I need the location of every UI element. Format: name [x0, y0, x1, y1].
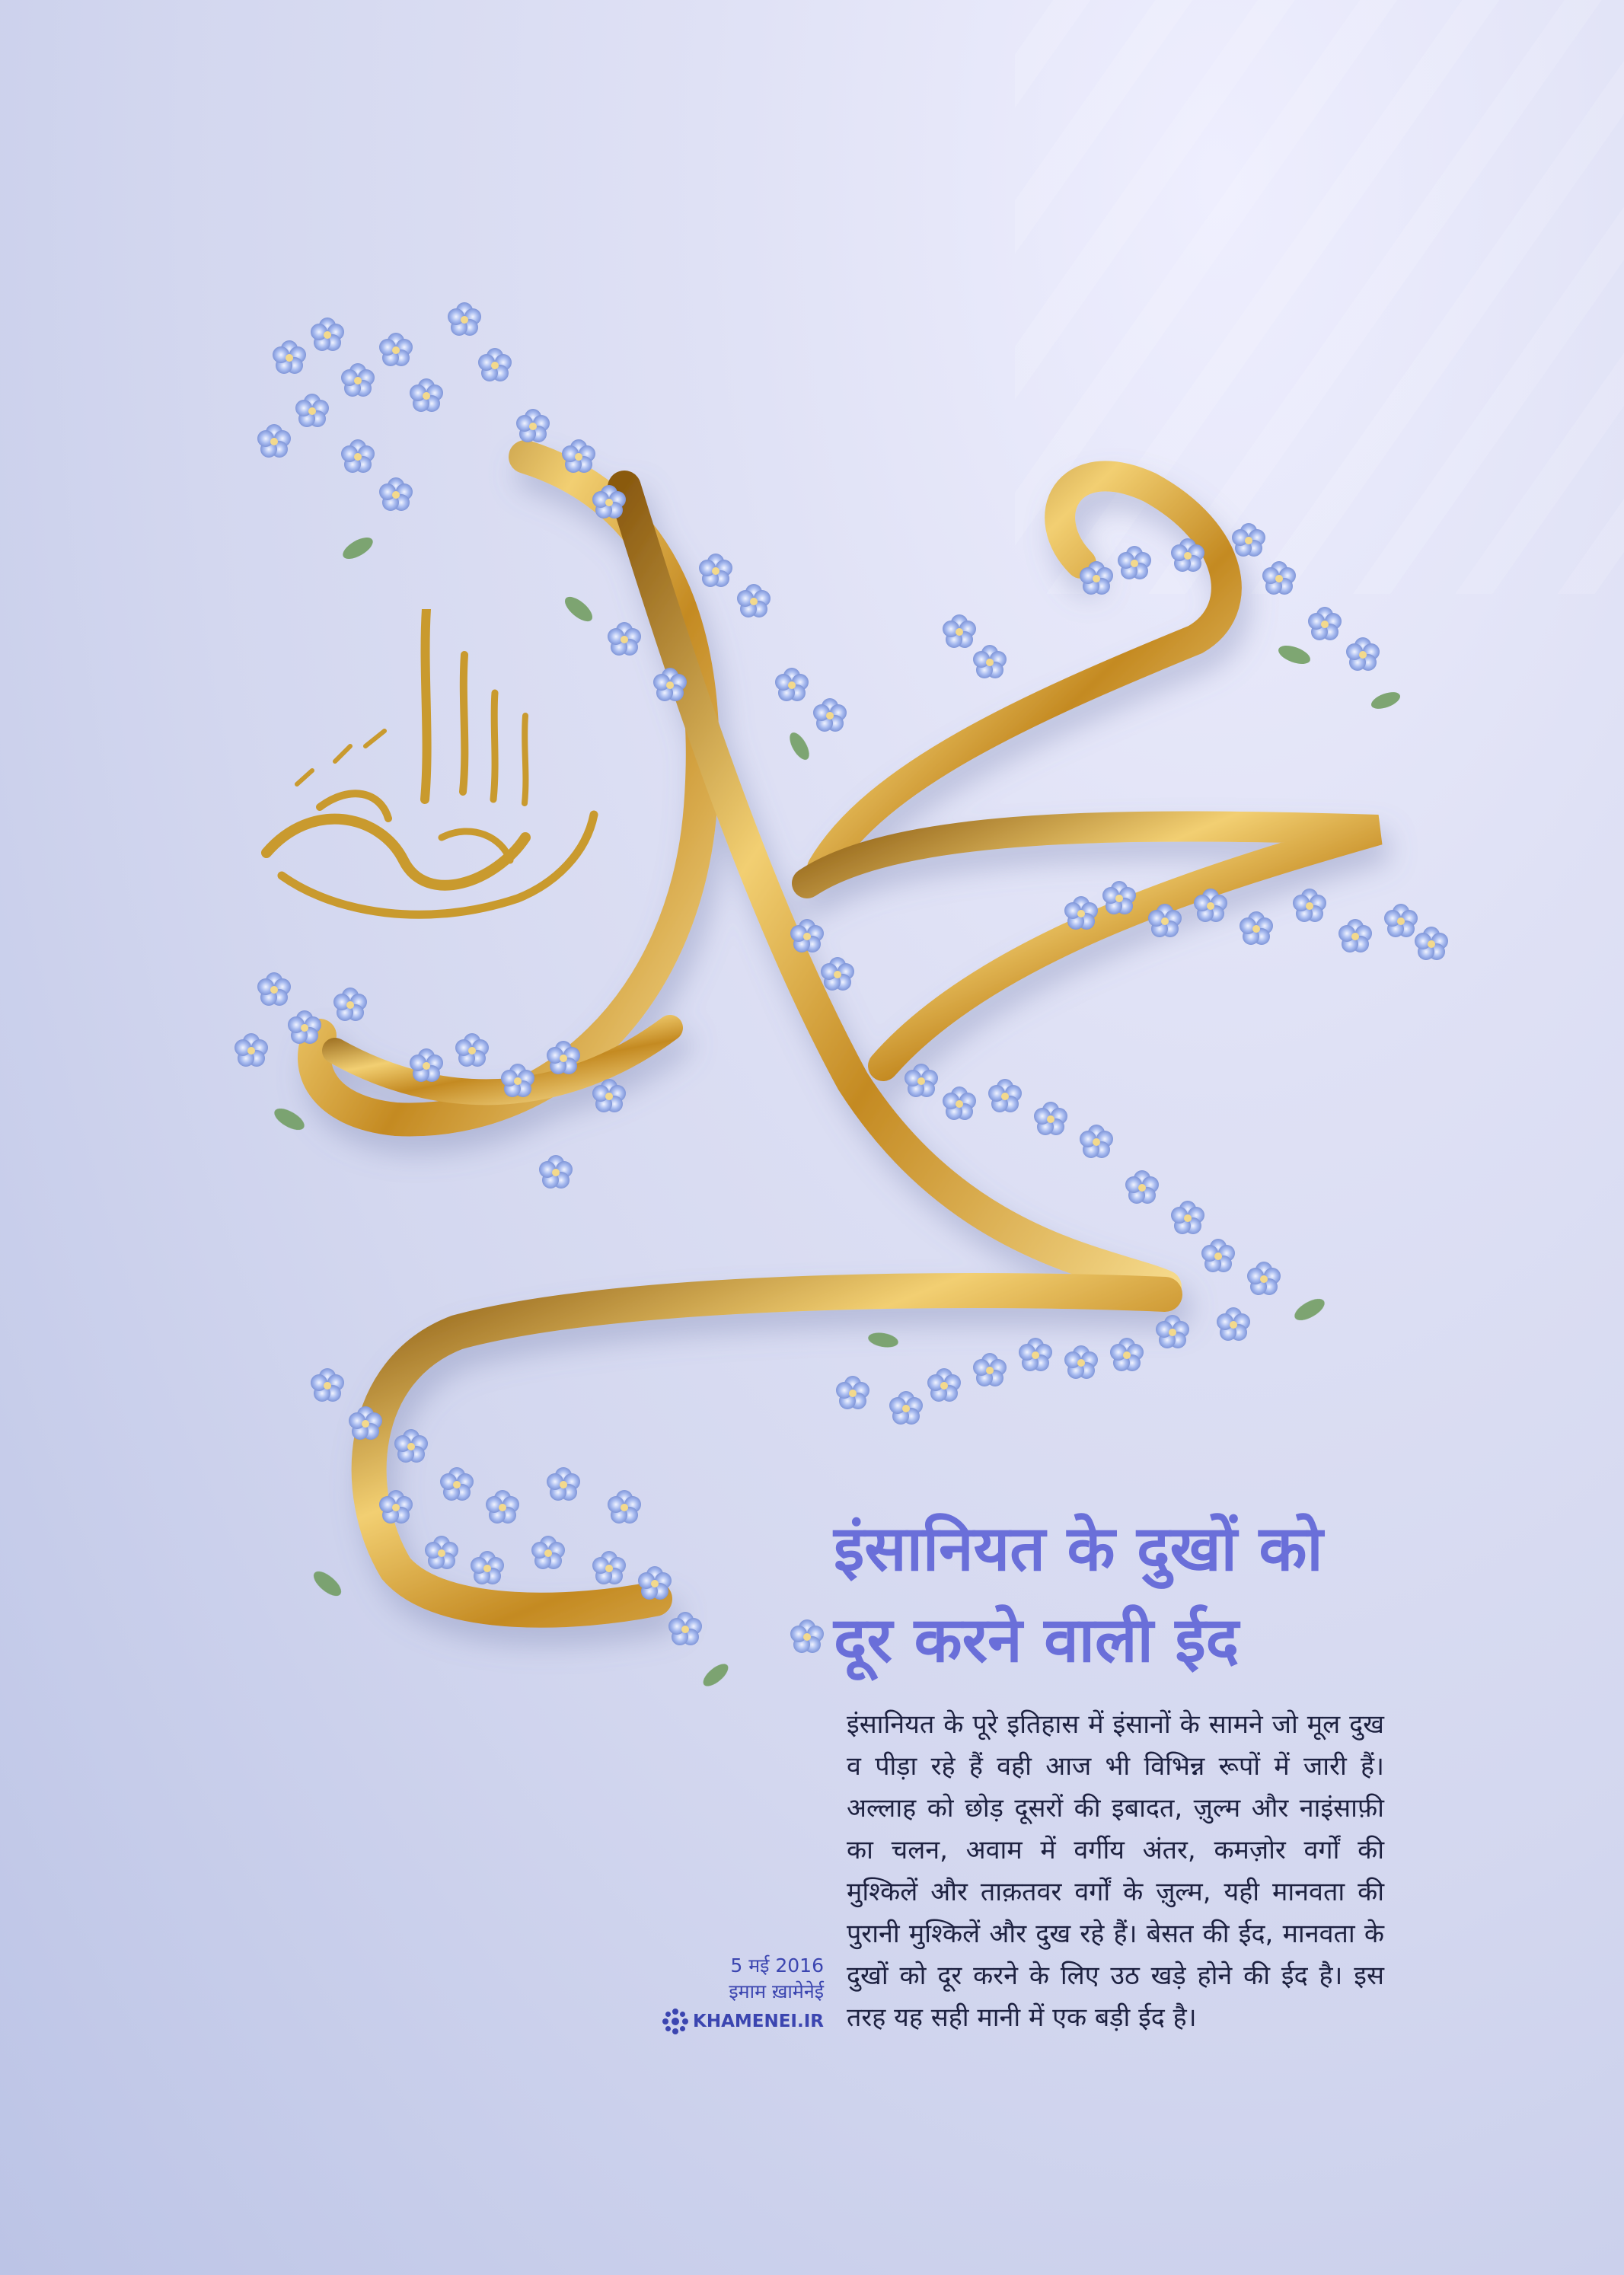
headline-line-1: इंसानियत के दुखों को — [834, 1513, 1323, 1585]
credit-block — [655, 1953, 824, 2035]
khamenei-logo-icon — [662, 2008, 689, 2035]
quote-author: इमाम ख़ामेनेई — [729, 1980, 824, 2002]
headline — [834, 1504, 1412, 1686]
calligraphy-emblem — [251, 609, 609, 936]
headline-line-2: दूर करने वाली ईद — [834, 1604, 1240, 1677]
site-credit — [655, 2008, 824, 2035]
site-name: KHAMENEI.IR — [693, 2012, 824, 2031]
quote-date: 5 मई 2016 — [730, 1954, 824, 1977]
quote-body: इंसानियत के पूरे इतिहास में इंसानों के सामने जो मूल दुख व पीड़ा रहे हैं वही आज भी विभिन्न रूपों में जारी हैं। अल्लाह को छोड़ दूसरों की इबादत, ज़ुल्म और नाइंसाफ़ी का चलन, अवाम में वर्गीय अंतर, कमज़ोर वर्गों की मुश्किलें और ताक़तवर वर्गों के ज़ुल्म, यही मानवता की पुरानी मुश्किलें और दुख रहे हैं। बेसत की ईद, मानवता के दुखों को दूर करने के लिए उठ खड़े होने की ईद है। इस तरह यह सही मानी में एक बड़ी ईद है। — [847, 1709, 1384, 2033]
